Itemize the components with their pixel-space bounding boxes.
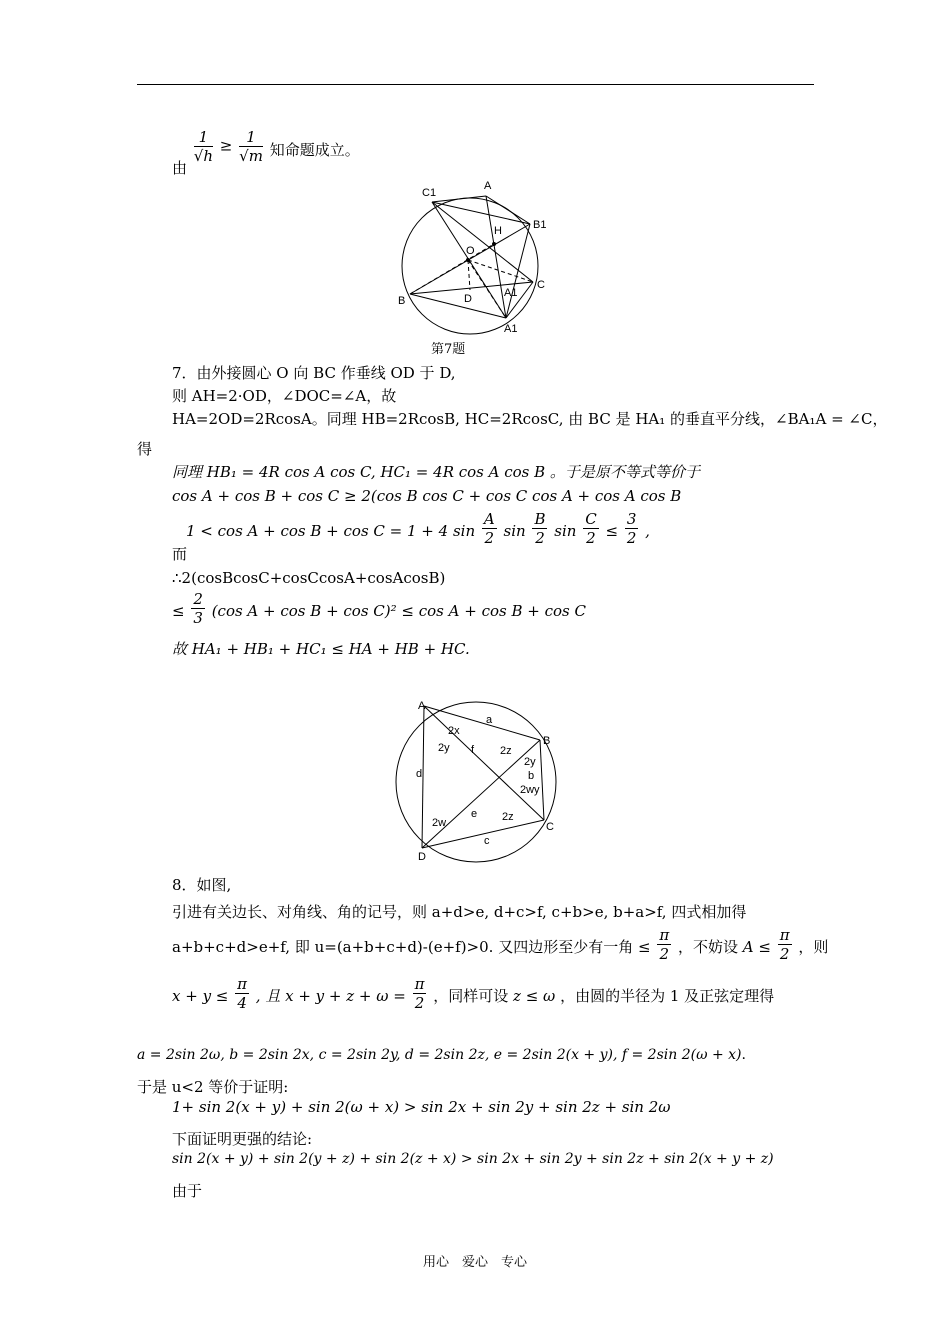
fig8-label-b: B	[543, 735, 551, 747]
fig8-label-side-d: d	[416, 768, 423, 780]
p7-line-5: 同理 HB₁ = 4R cos A cos C, HC₁ = 4R cos A cos B 。于是原不等式等价于	[172, 463, 700, 481]
fig7-label-a1: A1	[504, 323, 518, 335]
p7-line-8: 而	[172, 545, 188, 563]
intro-prefix: 由	[172, 158, 188, 177]
fig7-label-o: O	[466, 245, 475, 257]
p8-line-4: x + y ≤ $\frac{\pi}{4}$ , 且 x + y + z + ω = $\frac{\pi}{2}$ ，同样可设 z ≤ ω ，由圆的半径为 1 及正弦定理得	[172, 975, 775, 1012]
fig7-label-b1: B1	[533, 219, 547, 231]
fig7-label-d: D	[464, 293, 472, 305]
p8-line-7: 1+ sin 2(x + y) + sin 2(ω + x) > sin 2x + sin 2y + sin 2z + sin 2ω	[172, 1098, 671, 1116]
fig8-label-2y-top: 2y	[438, 742, 450, 754]
p7-line-10: ≤ $\frac{2}{3}$ (cos A + cos B + cos C)² ≤ cos A + cos B + cos C	[172, 590, 586, 627]
fig8-label-d: D	[418, 851, 426, 863]
p7-line-6: cos A + cos B + cos C ≥ 2(cos B cos C + cos C cos A + cos A cos B	[172, 487, 682, 505]
fig8-label-c: C	[546, 821, 554, 833]
page-footer: 用心 爱心 专心	[422, 1255, 527, 1270]
fig8-label-side-a: a	[486, 714, 493, 726]
p8-line-6: 于是 u<2 等价于证明:	[137, 1078, 289, 1096]
fig8-label-2w: 2w	[432, 817, 447, 829]
p7-line-1: 7．由外接圆心 O 向 BC 作垂线 OD 于 D,	[172, 364, 456, 382]
intro-suffix: 知命题成立。	[269, 140, 360, 159]
p8-line-2: 引进有关边长、对角线、角的记号，则 a+d>e, d+c>f, c+b>e, b+a>f, 四式相加得	[172, 903, 747, 921]
p8-line-10: 由于	[172, 1182, 203, 1200]
figure-7	[390, 178, 560, 348]
fig7-label-c: C	[537, 279, 545, 291]
fig8-label-2x: 2x	[448, 725, 460, 737]
fig7-label-c1: C1	[422, 187, 437, 199]
p7-line-4: 得	[137, 440, 153, 458]
fig8-label-side-c: c	[484, 835, 490, 847]
fig7-label-b: B	[398, 295, 406, 307]
fig8-label-side-b: b	[528, 770, 535, 782]
p7-line-3: HA=2OD=2RcosA。同理 HB=2RcosB, HC=2RcosC, 由 BC 是 HA₁ 的垂直平分线，∠BA₁A = ∠C，	[172, 410, 888, 428]
intro-frac-1: $\frac{1}{√h}$	[193, 128, 214, 165]
fig8-label-f: f	[471, 744, 475, 756]
fig8-label-2y-right: 2y	[524, 756, 536, 768]
fig8-label-2wy: 2wy	[520, 784, 540, 796]
fig8-label-e: e	[471, 808, 478, 820]
fig7-caption: 第7题	[431, 342, 466, 357]
fig7-label-a1-inner: A1	[504, 287, 518, 299]
p7-line-11: 故 HA₁ + HB₁ + HC₁ ≤ HA + HB + HC.	[172, 640, 470, 658]
p8-line-9: sin 2(x + y) + sin 2(y + z) + sin 2(z + x) > sin 2x + sin 2y + sin 2z + sin 2(x + y + z)	[172, 1151, 774, 1167]
p8-line-1: 8．如图,	[172, 876, 232, 894]
p7-line-7: 1 < cos A + cos B + cos C = 1 + 4 sin $\frac{A}{2}$ sin $\frac{B}{2}$ sin $\frac{C}{2}$ ≤ $\frac{3}{2}$ ,	[186, 510, 650, 547]
intro-line	[172, 128, 360, 177]
fig8-label-2z-bottom: 2z	[502, 811, 514, 823]
intro-ge: ≥	[219, 136, 233, 155]
p7-line-9: ∴2(cosBcosC+cosCcosA+cosAcosB)	[172, 569, 446, 587]
intro-frac-2: $\frac{1}{√m}$	[239, 128, 263, 165]
p8-line-8: 下面证明更强的结论:	[172, 1130, 313, 1148]
fig7-label-h: H	[494, 225, 502, 237]
figure-8	[390, 696, 570, 864]
fig8-label-a: A	[418, 700, 426, 712]
fig7-label-a: A	[484, 180, 492, 192]
p8-line-5: a = 2sin 2ω, b = 2sin 2x, c = 2sin 2y, d = 2sin 2z, e = 2sin 2(x + y), f = 2sin 2(ω + x).	[137, 1047, 746, 1063]
p8-line-3: a+b+c+d>e+f, 即 u=(a+b+c+d)-(e+f)>0. 又四边形至少有一角 ≤ $\frac{\pi}{2}$ ，不妨设 A ≤ $\frac{\pi}{2}$ ，则	[172, 926, 829, 963]
p7-line-2: 则 AH=2·OD，∠DOC=∠A，故	[172, 387, 397, 405]
fig8-label-2z-top: 2z	[500, 745, 512, 757]
header-rule	[137, 84, 814, 85]
